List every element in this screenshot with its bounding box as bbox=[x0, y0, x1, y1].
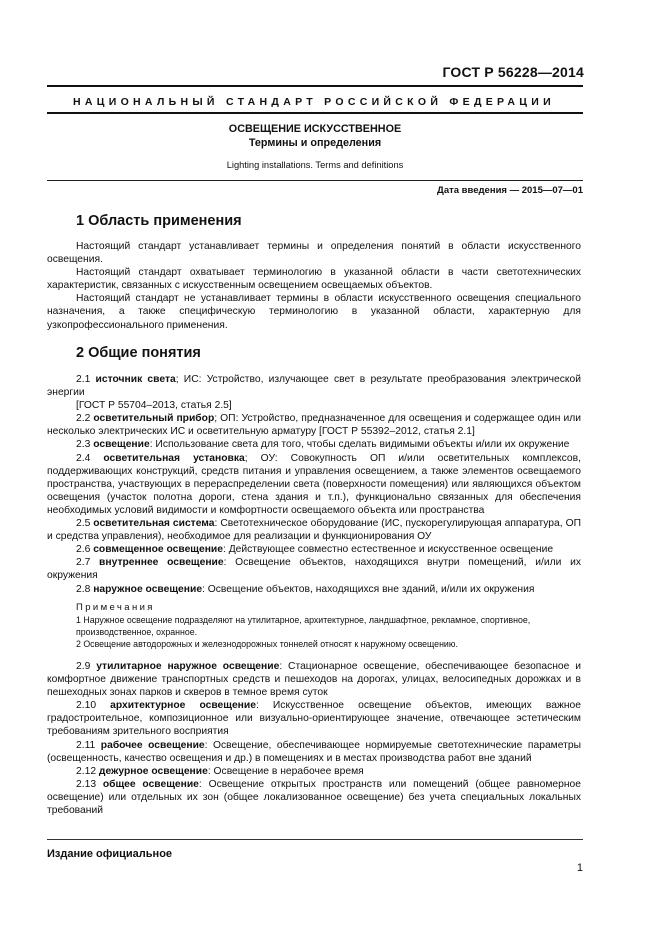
term-name: осветительная система bbox=[93, 518, 215, 530]
term-name: общее освещение bbox=[102, 778, 199, 790]
term-number: 2.1 bbox=[76, 374, 91, 385]
official-edition: Издание официальное bbox=[47, 848, 173, 860]
section-2-heading: 2 Общие понятия bbox=[76, 345, 201, 361]
term-definition: : Освещение объектов, находящихся внутри помещений, и/или их окружения bbox=[47, 557, 581, 582]
paragraph bbox=[47, 266, 581, 292]
term-name: внутреннее освещение bbox=[99, 557, 224, 569]
term-entry bbox=[47, 699, 581, 738]
term-entry bbox=[47, 517, 581, 543]
term-number: 2.7 bbox=[76, 557, 91, 569]
paragraph-text: Настоящий стандарт устанавливает термины и определения понятий в области искусственного освещения. bbox=[47, 241, 581, 266]
term-definition: : Действующее совместно естественное и искусственное освещение bbox=[222, 544, 554, 556]
term-number: 2.4 bbox=[76, 452, 91, 464]
term-entry bbox=[47, 556, 581, 582]
document-subtitle: Термины и определения bbox=[248, 137, 382, 149]
term-definition: : Использование света для того, чтобы сделать видимыми объекты и/или их окружение bbox=[149, 439, 570, 451]
page-number: 1 bbox=[576, 862, 583, 874]
term-name: архитектурное освещение bbox=[110, 700, 256, 712]
term-number: 2.12 bbox=[76, 765, 97, 777]
term-name: совмещенное освещение bbox=[93, 544, 223, 556]
term-definition: : Освещение объектов, находящихся вне зданий, и/или их окружения bbox=[202, 583, 535, 595]
paragraph bbox=[47, 240, 581, 266]
term-definition: : Искусственное освещение объектов, имеющих важное градостроительное, композиционное или визуально-ориентирующее значение, отвечающее эстетическим требованиям зрительного восприятия bbox=[47, 700, 581, 738]
note-item: 1 Наружное освещение подразделяют на утилитарное, архитектурное, ландшафтное, рекламное, спортивное, производственное, охранное. bbox=[76, 615, 531, 637]
term-definition: : Светотехническое оборудование (ИС, пускорегулирующая аппаратура, ОП и средства управления), необходимое для реализации и функционирования ОУ bbox=[47, 518, 581, 543]
section-2-terms bbox=[47, 373, 581, 596]
term-entry bbox=[47, 438, 581, 451]
term-definition: ; ИС: Устройство, излучающее свет в результате преобразования электрической энергии bbox=[47, 374, 581, 399]
term-definition: : Освещение, обеспечивающее нормируемые светотехнические параметры (освещенность, качество освещения и др.) в помещениях и в местах производства работ вне зданий bbox=[47, 739, 581, 764]
term-reference: [ГОСТ Р 55704–2013, статья 2.5] bbox=[76, 400, 232, 412]
term-number: 2.13 bbox=[76, 778, 97, 790]
header-rule bbox=[47, 85, 583, 87]
paragraph bbox=[47, 292, 581, 331]
term-number: 2.8 bbox=[76, 583, 91, 595]
term-definition: : Освещение открытых пространств или помещений (общее равномерное освещение) или отдельных их зон (общее локализованное освещение) без учета специальных локальных требований bbox=[47, 778, 581, 817]
term-entry bbox=[47, 765, 581, 778]
document-title: ОСВЕЩЕНИЕ ИСКУССТВЕННОЕ bbox=[228, 123, 402, 135]
term-entry bbox=[47, 452, 581, 517]
notes-heading: Примечания bbox=[76, 602, 155, 613]
term-definition: ; ОУ: Совокупность ОП и/или осветительных комплексов, поддерживающих конструкций, средств питания и управления освещением, а также элементов освещаемого пространства, участвующих в перераспределении света (поверхности помещения) или являющихся объектом освещения (участок полотна дороги, стена здания и т.п.), функционально связанных для обеспечения необходимых условий видимости и комфортности освещаемого объекта или пространства bbox=[47, 452, 581, 516]
term-name: осветительная установка bbox=[103, 452, 245, 464]
term-definition: ; ОП: Устройство, предназначенное для освещения и содержащее один или несколько электрических ИС и осветительную арматуру [ГОСТ Р 55392–2012, статья 2.1] bbox=[47, 413, 581, 438]
term-name: рабочее освещение bbox=[100, 739, 205, 751]
term-number: 2.11 bbox=[76, 739, 96, 751]
term-number: 2.10 bbox=[76, 700, 97, 712]
term-number: 2.6 bbox=[76, 544, 91, 556]
paragraph-text: Настоящий стандарт не устанавливает термины в области искусственного освещения специального назначения, а также специфическую терминологию в указанной области, характерную для узкопрофессионального применения. bbox=[47, 293, 581, 331]
term-name: источник света bbox=[95, 374, 176, 385]
term-name: утилитарное наружное освещение bbox=[96, 661, 280, 672]
section-1-body bbox=[47, 240, 581, 332]
term-number: 2.3 bbox=[76, 439, 91, 451]
term-name: дежурное освещение bbox=[98, 765, 208, 777]
term-name: освещение bbox=[93, 439, 150, 451]
term-number: 2.9 bbox=[76, 661, 91, 672]
term-name: осветительный прибор bbox=[93, 413, 215, 425]
term-number: 2.2 bbox=[76, 413, 91, 425]
standard-number: ГОСТ Р 56228—2014 bbox=[442, 64, 584, 80]
banner-rule bbox=[47, 112, 583, 114]
standard-banner: НАЦИОНАЛЬНЫЙ СТАНДАРТ РОССИЙСКОЙ ФЕДЕРАЦИИ bbox=[73, 96, 555, 108]
title-rule bbox=[47, 180, 583, 181]
section-1-heading: 1 Область применения bbox=[76, 213, 242, 229]
term-entry bbox=[47, 412, 581, 438]
term-entry bbox=[47, 739, 581, 765]
term-entry bbox=[47, 543, 581, 556]
paragraph-text: Настоящий стандарт охватывает терминологию в указанной области в части светотехнических характеристик, связанных с искусственным освещением освещаемых объектов. bbox=[47, 267, 581, 292]
term-definition: : Освещение в нерабочее время bbox=[207, 765, 364, 777]
notes-block bbox=[76, 602, 581, 650]
term-name: наружное освещение bbox=[93, 583, 203, 595]
english-title: Lighting installations. Terms and definitions bbox=[226, 160, 404, 170]
term-entry bbox=[47, 373, 581, 399]
section-2-terms-continued bbox=[47, 660, 581, 817]
term-definition: : Стационарное освещение, обеспечивающее безопасное и комфортное движение транспортных средств и пешеходов на дорогах, улицах, велосипедных дорожках и в пешеходных зонах парков и скверов в темное время суток bbox=[47, 661, 582, 699]
term-entry bbox=[47, 778, 581, 817]
note-item: 2 Освещение автодорожных и железнодорожных тоннелей относят к наружному освещению. bbox=[76, 639, 458, 649]
term-entry bbox=[47, 660, 581, 699]
intro-date: Дата введения — 2015—07—01 bbox=[437, 185, 583, 196]
term-entry bbox=[47, 583, 581, 596]
term-number: 2.5 bbox=[76, 518, 91, 530]
footer-rule bbox=[47, 839, 583, 840]
